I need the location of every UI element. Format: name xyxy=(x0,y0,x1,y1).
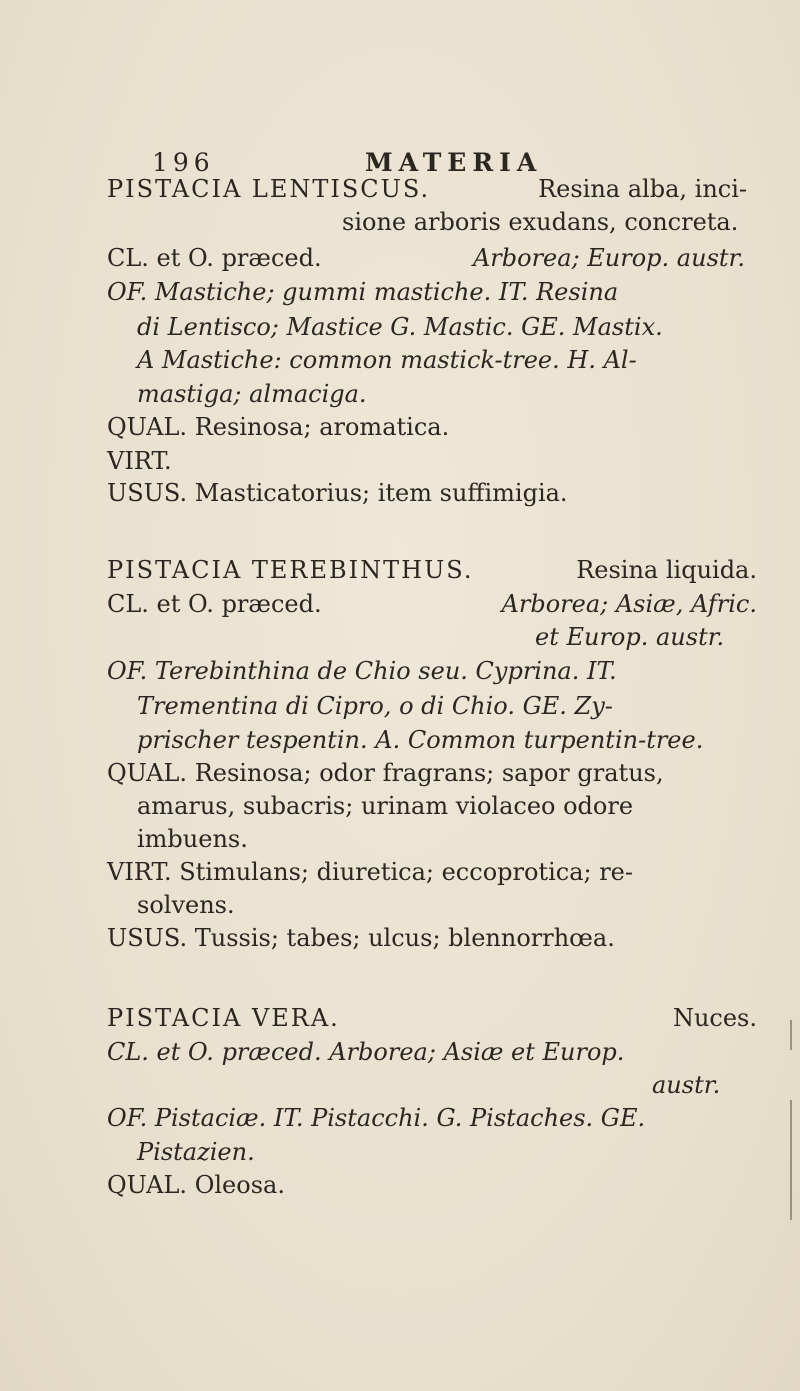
synonyms-line: Trementina di Cipro, o di Chio. GE. Zy- xyxy=(137,692,613,720)
classification-line: CL. et O. præced. Arborea; Asiæ et Europ. xyxy=(107,1038,625,1066)
qualities-line: imbuens. xyxy=(137,825,248,853)
uses-line: USUS. Masticatorius; item suffimigia. xyxy=(107,479,568,507)
entry-heading-line xyxy=(107,554,757,586)
species-name: PISTACIA VERA. xyxy=(107,1004,340,1032)
species-name: PISTACIA LENTISCUS. xyxy=(107,175,431,203)
qualities-line: QUAL. Resinosa; odor fragrans; sapor gratus, xyxy=(107,759,664,787)
margin-mark xyxy=(790,1020,792,1050)
qualities-line: QUAL. Oleosa. xyxy=(107,1171,285,1199)
classification: CL. et O. præced. xyxy=(107,590,322,618)
qualities-line: QUAL. Resinosa; aromatica. xyxy=(107,413,450,441)
part-used: Resina alba, inci- xyxy=(538,175,747,203)
virtues-line: solvens. xyxy=(137,891,235,919)
part-used: Nuces. xyxy=(672,1004,757,1032)
classification: CL. et O. præced. xyxy=(107,244,322,272)
habitat: Arborea; Asiæ, Afric. xyxy=(501,590,757,618)
part-used: Resina liquida. xyxy=(576,556,757,584)
entry-heading-line xyxy=(107,173,747,205)
entry-heading-line xyxy=(107,1002,757,1034)
uses-line: USUS. Tussis; tabes; ulcus; blennorrhœa. xyxy=(107,924,615,952)
qualities-line: amarus, subacris; urinam violaceo odore xyxy=(137,792,634,820)
margin-mark xyxy=(790,1100,792,1220)
virtues-line: VIRT. xyxy=(107,447,172,475)
synonyms-line: Pistazien. xyxy=(137,1138,255,1166)
synonyms-line: OF. Terebinthina de Chio seu. Cyprina. IT. xyxy=(107,657,617,685)
synonyms-line: mastiga; almaciga. xyxy=(137,380,367,408)
synonyms-line: OF. Mastiche; gummi mastiche. IT. Resina xyxy=(107,278,619,306)
synonyms-line: OF. Pistaciæ. IT. Pistacchi. G. Pistaches. GE. xyxy=(107,1104,646,1132)
species-name: PISTACIA TEREBINTHUS. xyxy=(107,556,474,584)
text-line: sione arboris exudans, concreta. xyxy=(342,208,739,236)
habitat-continued: et Europ. austr. xyxy=(535,623,725,651)
synonyms-line: A Mastiche: common mastick-tree. H. Al- xyxy=(137,346,637,374)
page-number: 196 xyxy=(152,148,215,177)
classification-line xyxy=(107,242,745,274)
synonyms-line: di Lentisco; Mastice G. Mastic. GE. Mastix. xyxy=(137,313,663,341)
running-title: MATERIA xyxy=(365,148,543,177)
habitat-continued: austr. xyxy=(652,1071,721,1099)
synonyms-line: prischer tespentin. A. Common turpentin-tree. xyxy=(137,726,704,754)
classification-line xyxy=(107,588,757,620)
virtues-line: VIRT. Stimulans; diuretica; eccoprotica; re- xyxy=(107,858,633,886)
habitat: Arborea; Europ. austr. xyxy=(472,244,745,272)
